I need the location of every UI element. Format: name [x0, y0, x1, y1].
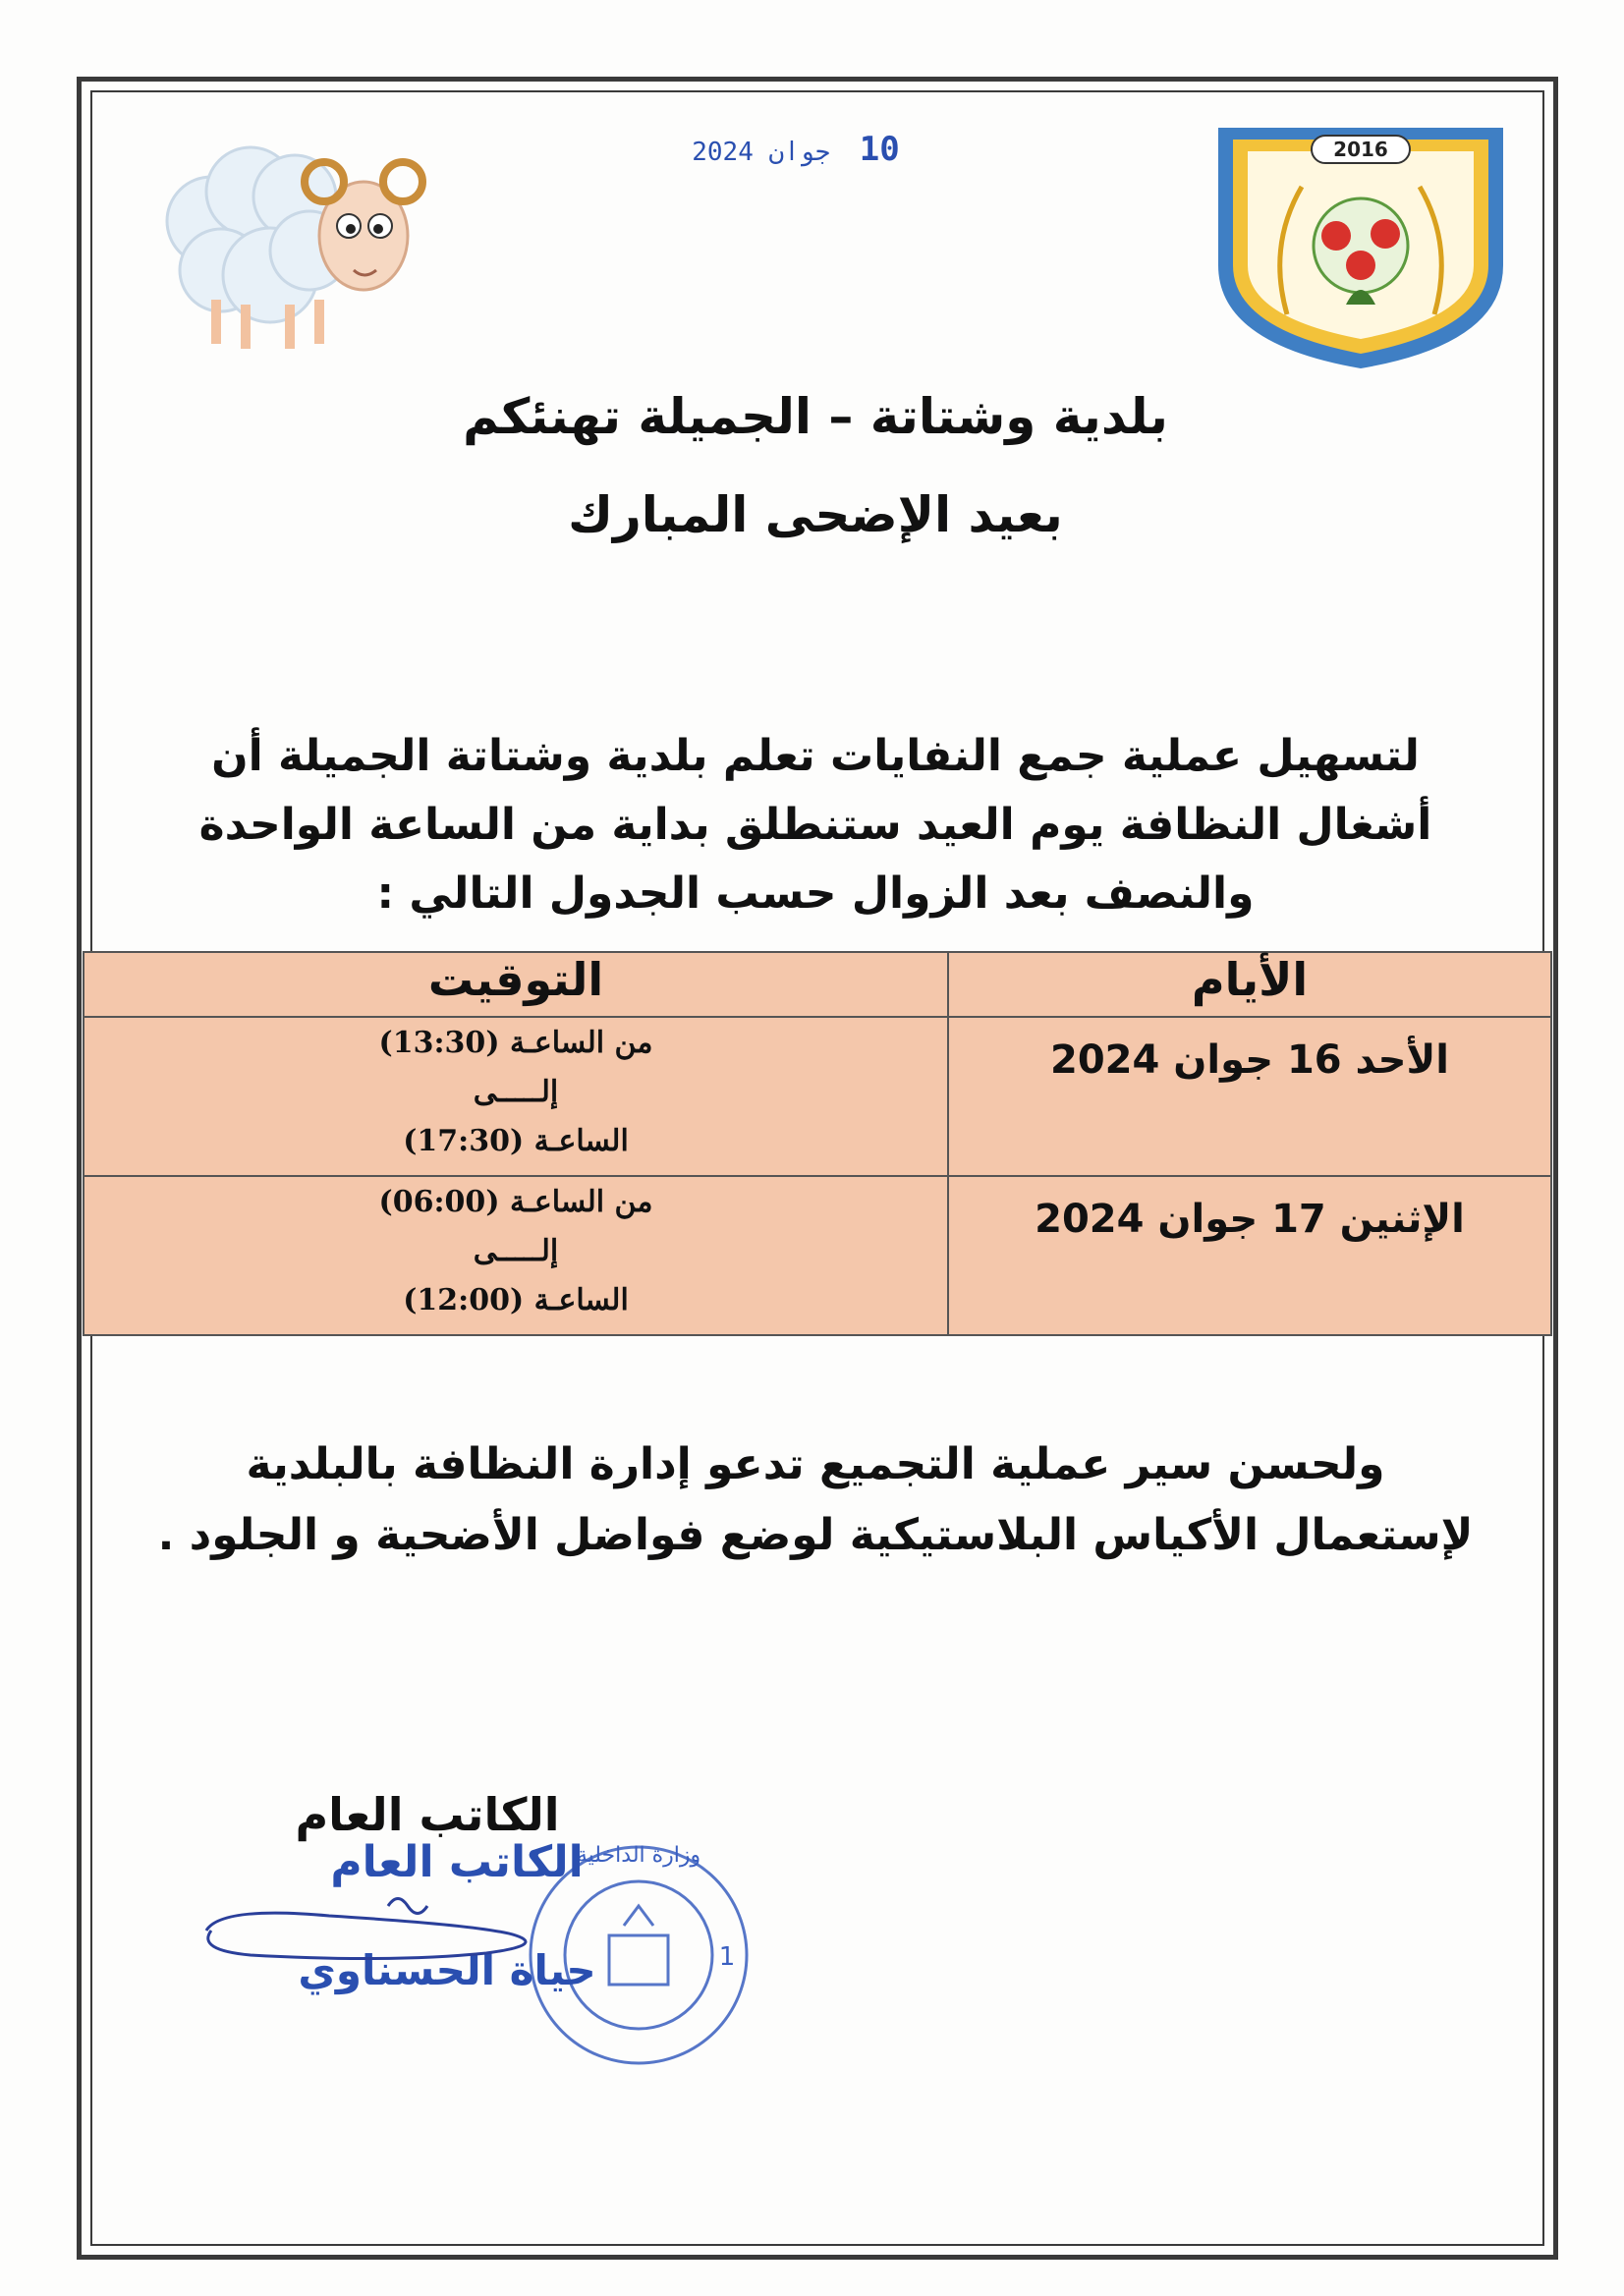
header-days: الأيام	[948, 952, 1551, 1017]
table-row	[84, 1017, 1551, 1176]
date-stamp-month: جوان	[768, 138, 831, 167]
emblem-year: 2016	[1333, 138, 1388, 161]
intro-line-2: أشغال النظافة يوم العيد ستنطلق بداية من الساعة الواحدة	[198, 800, 1432, 850]
stamp-name: حياة الحسناوي	[298, 1946, 596, 1994]
sheep-icon	[152, 113, 447, 368]
date-stamp-day: 10	[859, 130, 900, 169]
header-line-1: بلدية وشتاتة – الجميلة تهنئكم	[463, 388, 1168, 445]
seal-text: وزارة الداخلية	[576, 1843, 701, 1868]
signatory-title: الكاتب العام	[295, 1788, 560, 1841]
time-to: الساعـة (12:00)	[403, 1283, 629, 1317]
closing-line-1: ولحسن سير عملية التجميع تدعو إدارة النظافة بالبلدية	[246, 1439, 1385, 1489]
seal-number: 1	[718, 1942, 736, 1972]
date-stamp	[678, 130, 914, 169]
closing-paragraph	[98, 1429, 1533, 1571]
time-from: من الساعـة (06:00)	[378, 1185, 653, 1219]
intro-line-3: والنصف بعد الزوال حسب الجدول التالي :	[376, 868, 1255, 919]
signature-stamp	[192, 1837, 781, 2073]
header-timing: التوقيت	[84, 952, 948, 1017]
intro-line-1: لتسهيل عملية جمع النفايات تعلم بلدية وشتاتة الجميلة أن	[211, 731, 1420, 781]
time-from: من الساعـة (13:30)	[378, 1026, 653, 1060]
intro-paragraph	[138, 722, 1493, 928]
time-cell	[84, 1176, 948, 1335]
time-cell	[84, 1017, 948, 1176]
date-stamp-year: 2024	[692, 138, 754, 167]
header-line-2: بعيد الإضحى المبارك	[568, 486, 1063, 543]
time-to-word: إلـــــى	[473, 1234, 559, 1268]
municipality-emblem-icon	[1208, 118, 1542, 373]
stamp-title: الكاتب العام	[330, 1837, 584, 1887]
time-to-word: إلـــــى	[473, 1075, 559, 1109]
table-row	[84, 1176, 1551, 1335]
day-cell: الإثنين 17 جوان 2024	[948, 1176, 1551, 1335]
day-cell: الأحد 16 جوان 2024	[948, 1017, 1551, 1176]
closing-line-2: لإستعمال الأكياس البلاستيكية لوضع فواضل الأضحية و الجلود .	[157, 1510, 1474, 1560]
table-header-row	[84, 952, 1551, 1017]
time-to: الساعـة (17:30)	[403, 1124, 629, 1158]
schedule-table	[83, 951, 1552, 1336]
